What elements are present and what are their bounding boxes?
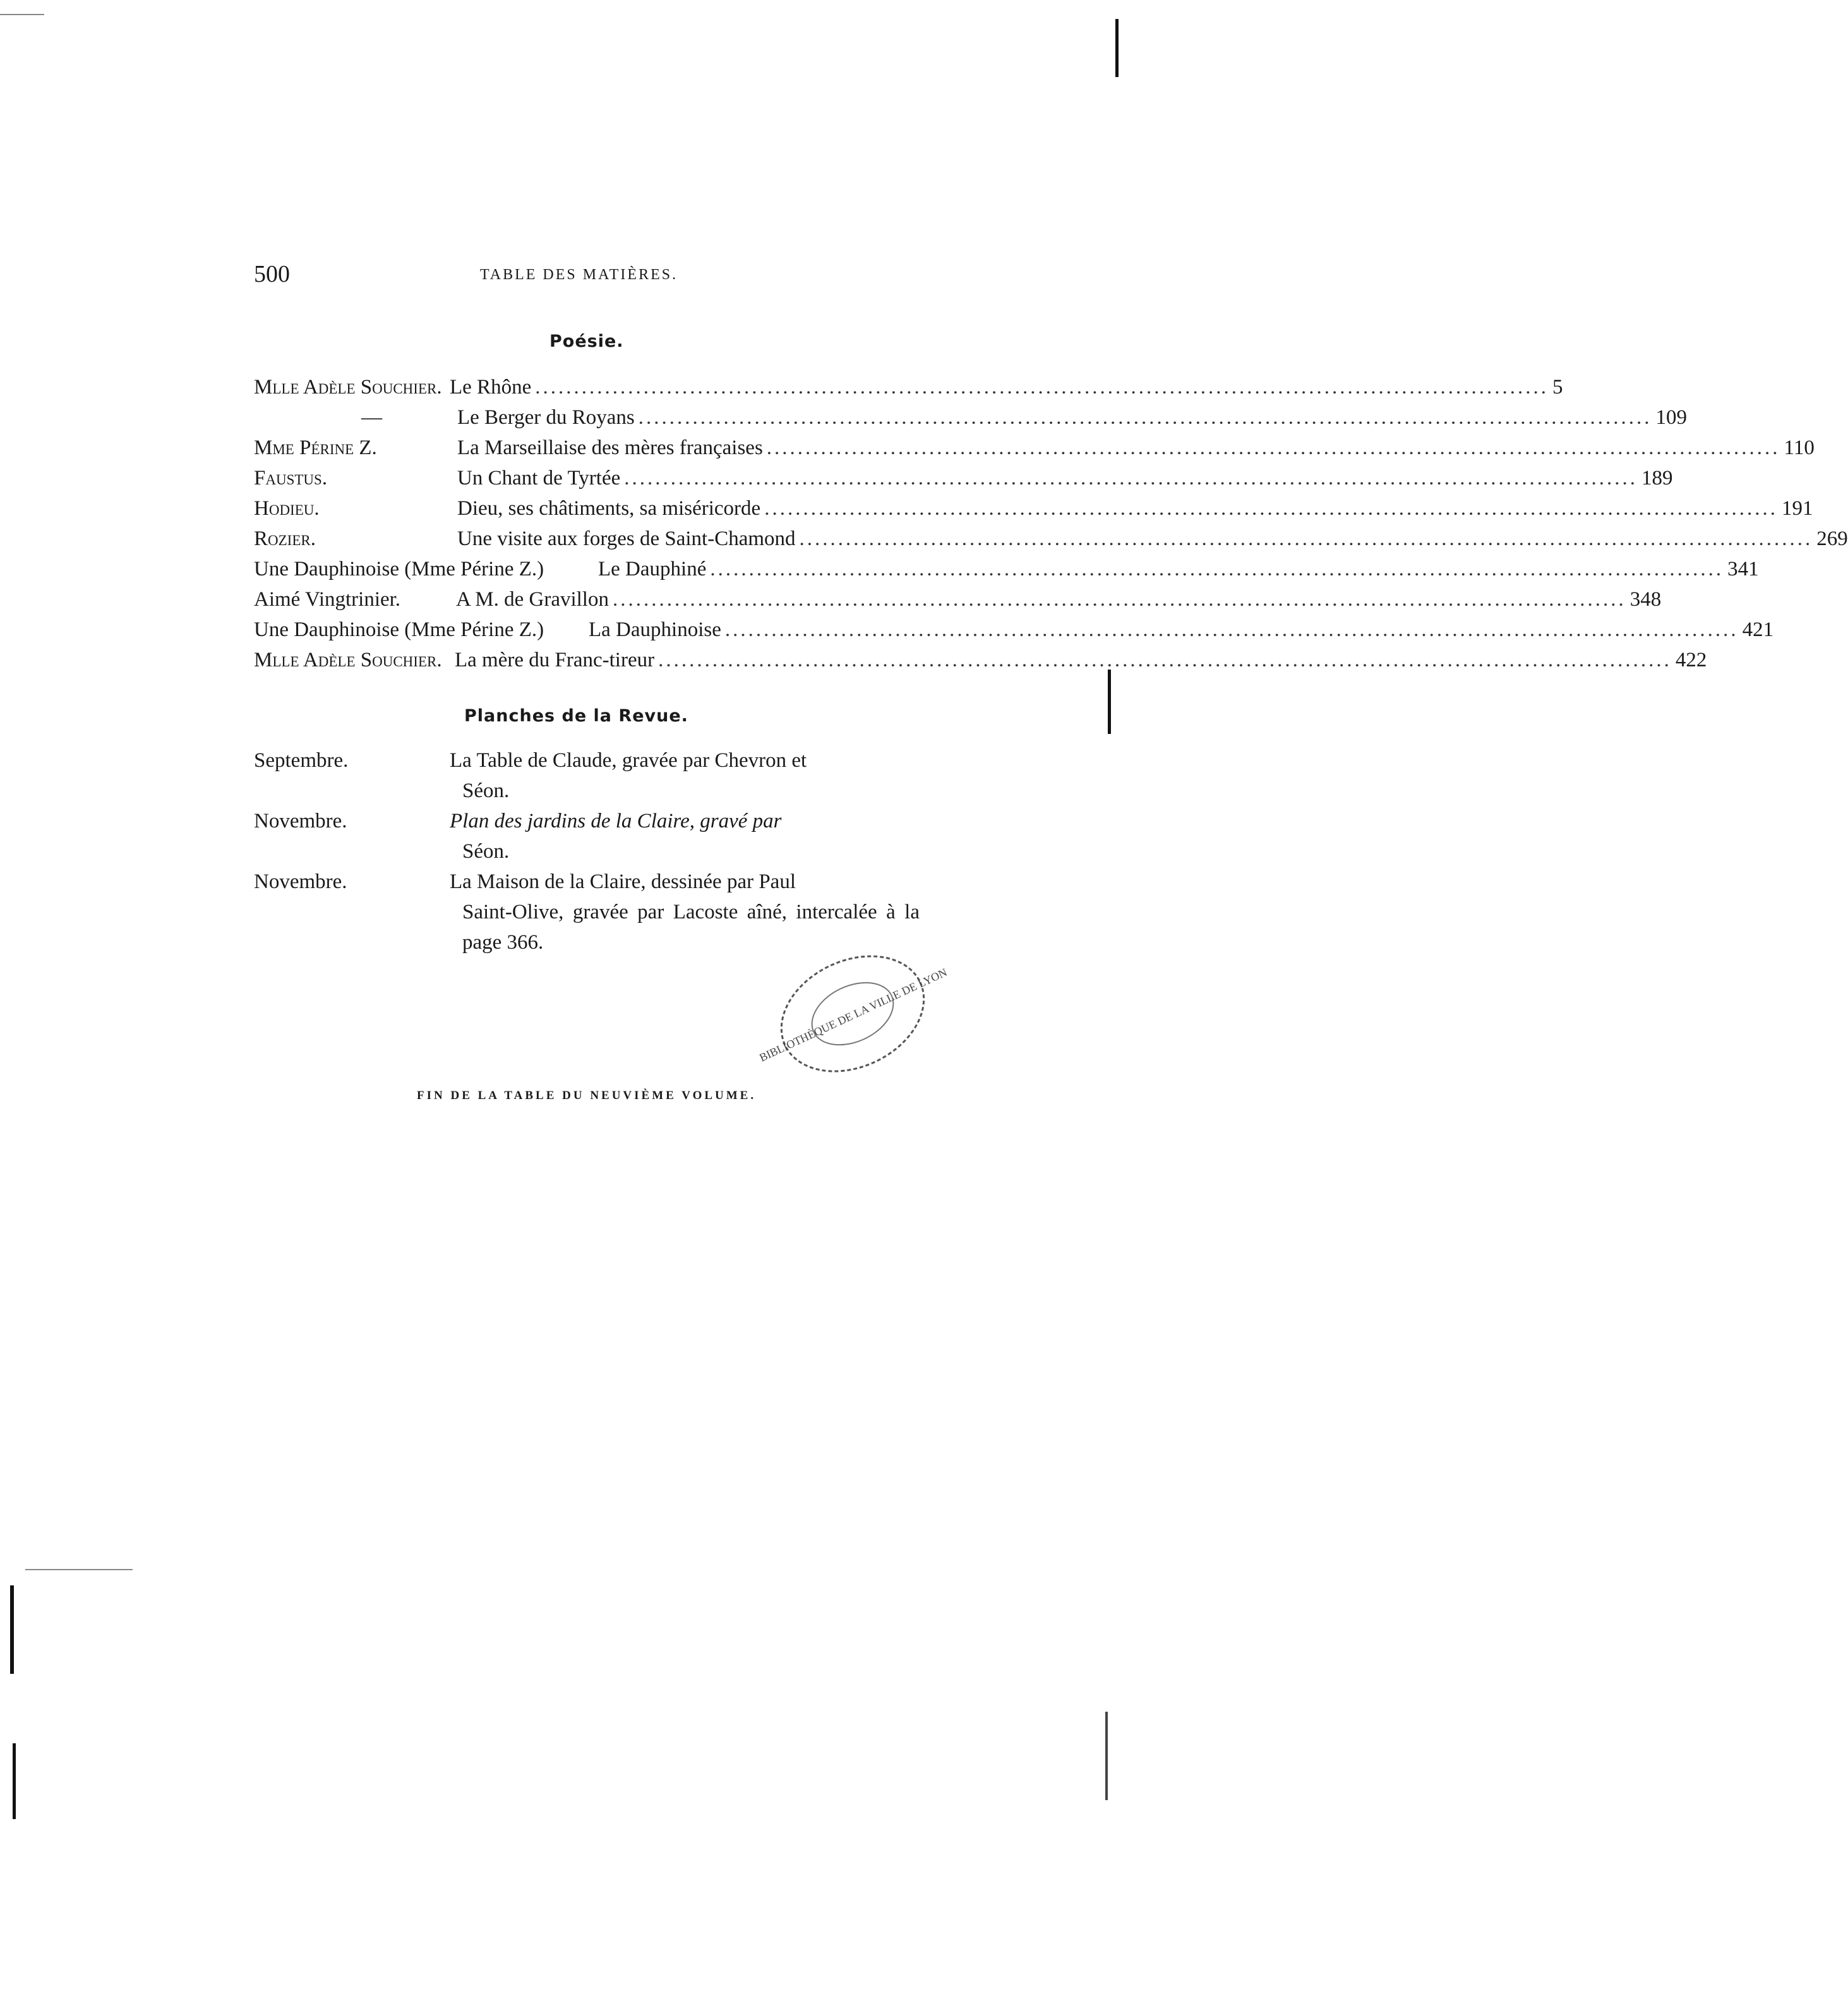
- scan-edge-mark: [1105, 1712, 1108, 1800]
- dot-leader: [725, 615, 1739, 644]
- poem-entry: [254, 433, 1815, 462]
- poem-page: 341: [1727, 558, 1759, 580]
- poem-title: La mère du Franc-tireur: [455, 649, 655, 671]
- page-number: 500: [254, 261, 290, 287]
- poem-title: Le Berger du Royans: [457, 406, 635, 429]
- dot-leader: [710, 555, 1724, 584]
- poem-title: Dieu, ses châtiments, sa miséricorde: [457, 497, 761, 520]
- poem-entry: [254, 464, 1673, 493]
- scan-edge-mark: [25, 1569, 133, 1570]
- poem-author: Faustus.: [254, 467, 328, 490]
- poem-author: Rozier.: [254, 527, 316, 550]
- scan-edge-mark: [1115, 19, 1119, 77]
- plate-month: Septembre.: [254, 749, 349, 772]
- poem-title: Une visite aux forges de Saint-Chamond: [457, 527, 796, 550]
- poem-title: La Dauphinoise: [589, 618, 721, 641]
- poem-entry: [254, 494, 1813, 523]
- library-stamp: [757, 951, 949, 1077]
- dot-leader: [613, 585, 1626, 614]
- poem-page: 109: [1655, 406, 1687, 429]
- poem-author: Une Dauphinoise (Mme Périne Z.): [254, 618, 544, 641]
- poem-page: 269: [1816, 527, 1848, 550]
- poem-entry: [254, 615, 1774, 644]
- plate-description-cont: Saint-Olive, gravée par Lacoste aîné, intercalée à la page 366.: [462, 901, 920, 954]
- poem-author: Mme Périne Z.: [254, 436, 377, 459]
- poem-page: 421: [1742, 618, 1774, 641]
- dot-leader: [624, 464, 1638, 493]
- dot-leader: [639, 403, 1652, 432]
- poem-title: Le Dauphiné: [598, 558, 707, 580]
- poem-entry: [254, 555, 1759, 584]
- dot-leader: [800, 524, 1813, 553]
- poem-entry: [254, 524, 1848, 553]
- plate-description: Plan des jardins de la Claire, gravé par: [450, 810, 782, 832]
- poem-entry: [254, 403, 1687, 432]
- poem-author: Hodieu.: [254, 497, 320, 520]
- dot-leader: [658, 646, 1672, 675]
- plate-month: Novembre.: [254, 870, 347, 893]
- poem-author-ditto: —: [361, 406, 382, 429]
- poem-page: 189: [1641, 467, 1673, 490]
- planches-section-title: Planches de la Revue.: [464, 706, 688, 726]
- scan-edge-mark: [1108, 670, 1111, 734]
- poem-page: 422: [1675, 649, 1707, 671]
- poem-title: A M. de Gravillon: [456, 588, 609, 611]
- scan-edge-mark: [0, 14, 44, 15]
- dot-leader: [767, 433, 1780, 462]
- poem-title: Le Rhône: [450, 376, 532, 399]
- stamp-text: BIBLIOTHÈQUE DE LA VILLE DE LYON: [757, 966, 949, 1064]
- end-of-table-line: FIN DE LA TABLE DU NEUVIÈME VOLUME.: [417, 1089, 757, 1102]
- scan-edge-mark: [10, 1585, 14, 1674]
- poem-page: 110: [1784, 436, 1815, 459]
- plate-month: Novembre.: [254, 810, 347, 832]
- poem-title: La Marseillaise des mères françaises: [457, 436, 763, 459]
- plate-description: La Maison de la Claire, dessinée par Paul: [450, 870, 796, 893]
- dot-leader: [535, 373, 1549, 402]
- plate-description-cont: Séon.: [462, 840, 510, 863]
- scan-edge-mark: [13, 1743, 16, 1819]
- poem-entry: [254, 585, 1662, 614]
- poem-page: 348: [1629, 588, 1662, 611]
- poem-author: Mlle Adèle Souchier.: [254, 376, 442, 399]
- running-head: TABLE DES MATIÈRES.: [480, 267, 678, 283]
- dot-leader: [764, 494, 1778, 523]
- poem-page: 5: [1552, 376, 1563, 399]
- poesie-section-title: Poésie.: [549, 332, 624, 351]
- poem-entry: [254, 646, 1707, 675]
- poem-author: Mlle Adèle Souchier.: [254, 649, 442, 671]
- poem-author: Aimé Vingtrinier.: [254, 588, 401, 611]
- plate-description-cont: Séon.: [462, 779, 510, 802]
- poem-author: Une Dauphinoise (Mme Périne Z.): [254, 558, 544, 580]
- plate-description: La Table de Claude, gravée par Chevron et: [450, 749, 807, 772]
- poem-title: Un Chant de Tyrtée: [457, 467, 621, 490]
- poem-entry: [254, 373, 1563, 402]
- poem-page: 191: [1781, 497, 1813, 520]
